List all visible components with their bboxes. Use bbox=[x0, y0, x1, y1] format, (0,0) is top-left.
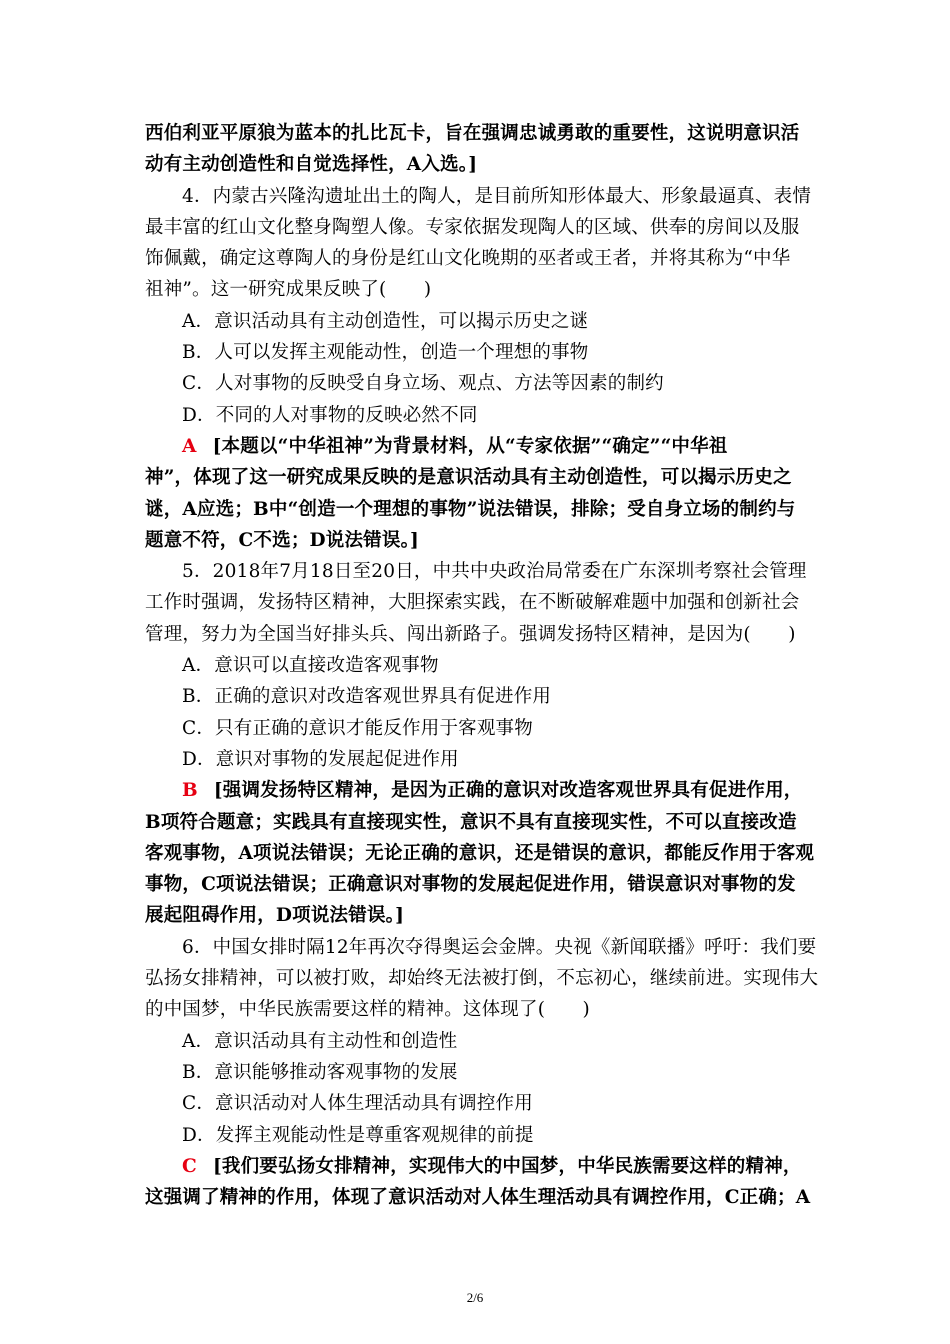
text-line bbox=[145, 1088, 809, 1119]
line-text: 祖神”。这一研究成果反映了( ) bbox=[145, 279, 432, 301]
text-line bbox=[145, 494, 809, 525]
answer-line bbox=[145, 431, 809, 462]
text-line bbox=[145, 306, 809, 337]
line-text: 题意不符，C不选；D说法错误。] bbox=[145, 529, 419, 551]
line-text: 展起阻碍作用，D项说法错误。] bbox=[145, 905, 405, 927]
line-text: B．人可以发挥主观能动性，创造一个理想的事物 bbox=[182, 342, 589, 364]
line-text: 动有主动创造性和自觉选择性，A入选。] bbox=[145, 154, 478, 176]
text-line bbox=[145, 681, 809, 712]
text-line bbox=[145, 619, 809, 650]
line-text: 管理，努力为全国当好排头兵、闯出新路子。强调发扬特区精神，是因为( ) bbox=[145, 623, 796, 645]
line-text: 5．2018年7月18日至20日，中共中央政治局常委在广东深圳考察社会管理 bbox=[182, 561, 807, 583]
line-text: A．意识活动具有主动创造性，可以揭示历史之谜 bbox=[182, 310, 589, 332]
text-line bbox=[145, 587, 809, 618]
page-number: 2/6 bbox=[466, 1290, 484, 1305]
answer-letter: B bbox=[182, 780, 198, 802]
line-text: 弘扬女排精神，可以被打败，却始终无法被打倒，不忘初心，继续前进。实现伟大 bbox=[145, 968, 819, 990]
text-line bbox=[145, 932, 817, 963]
text-line bbox=[145, 994, 809, 1025]
text-line bbox=[145, 337, 809, 368]
line-text: 最丰富的红山文化整身陶塑人像。专家依据发现陶人的区域、供奉的房间以及服 bbox=[145, 216, 800, 238]
text-line bbox=[145, 118, 809, 149]
text-line bbox=[145, 1120, 809, 1151]
text-line bbox=[145, 400, 809, 431]
answer-line bbox=[145, 775, 809, 806]
line-text: C．只有正确的意识才能反作用于客观事物 bbox=[182, 717, 533, 739]
line-text: [本题以“中华祖神”为背景材料，从“专家依据”“确定”“中华祖 bbox=[212, 435, 728, 457]
line-text: A．意识可以直接改造客观事物 bbox=[182, 655, 439, 677]
text-line bbox=[145, 869, 809, 900]
text-line bbox=[145, 1057, 809, 1088]
text-line bbox=[145, 963, 819, 994]
line-text: 饰佩戴，确定这尊陶人的身份是红山文化晚期的巫者或王者，并将其称为“中华 bbox=[145, 248, 791, 270]
line-text: 这强调了精神的作用，体现了意识活动对人体生理活动具有调控作用，C正确；A bbox=[145, 1187, 811, 1209]
line-text: 工作时强调，发扬特区精神，大胆探索实践，在不断破解难题中加强和创新社会 bbox=[145, 592, 800, 614]
line-text: D．发挥主观能动性是尊重客观规律的前提 bbox=[182, 1124, 534, 1146]
answer-letter: C bbox=[182, 1155, 197, 1177]
text-line bbox=[145, 243, 809, 274]
line-text: 事物，C项说法错误；正确意识对事物的发展起促进作用，错误意识对事物的发 bbox=[145, 874, 796, 896]
text-line bbox=[145, 1026, 809, 1057]
text-line bbox=[145, 525, 809, 556]
text-line bbox=[145, 838, 815, 869]
line-text: A．意识活动具有主动性和创造性 bbox=[182, 1030, 458, 1052]
text-line bbox=[145, 181, 812, 212]
line-text: [强调发扬特区精神，是因为正确的意识对改造客观世界具有促进作用， bbox=[213, 780, 803, 802]
answer-letter: A bbox=[182, 435, 197, 457]
text-line bbox=[145, 274, 809, 305]
text-line bbox=[145, 744, 809, 775]
line-text: 谜，A应选；B中“创造一个理想的事物”说法错误，排除；受自身立场的制约与 bbox=[145, 498, 796, 520]
line-text: D．意识对事物的发展起促进作用 bbox=[182, 748, 459, 770]
text-line bbox=[145, 650, 809, 681]
line-text: 4．内蒙古兴隆沟遗址出土的陶人，是目前所知形体最大、形象最逼真、表情 bbox=[182, 185, 812, 207]
line-text: 神”，体现了这一研究成果反映的是意识活动具有主动创造性，可以揭示历史之 bbox=[145, 467, 792, 489]
line-text: 的中国梦，中华民族需要这样的精神。这体现了( ) bbox=[145, 999, 590, 1021]
text-line bbox=[145, 713, 809, 744]
text-line bbox=[145, 900, 809, 931]
text-line bbox=[145, 1182, 809, 1213]
line-text: B项符合题意；实践具有直接现实性，意识不具有直接现实性，不可以直接改造 bbox=[145, 811, 797, 833]
text-line bbox=[145, 368, 809, 399]
document-body bbox=[145, 118, 819, 1213]
text-line bbox=[145, 212, 809, 243]
text-line bbox=[145, 556, 809, 587]
line-text: B．正确的意识对改造客观世界具有促进作用 bbox=[182, 686, 552, 708]
line-text: 6．中国女排时隔12年再次夺得奥运会金牌。央视《新闻联播》呼吁：我们要 bbox=[182, 936, 817, 958]
line-text: B．意识能够推动客观事物的发展 bbox=[182, 1061, 458, 1083]
answer-line bbox=[145, 1151, 809, 1182]
line-text: [我们要弘扬女排精神，实现伟大的中国梦，中华民族需要这样的精神， bbox=[212, 1155, 802, 1177]
line-text: 西伯利亚平原狼为蓝本的扎比瓦卡，旨在强调忠诚勇敢的重要性，这说明意识活 bbox=[145, 123, 800, 144]
text-line bbox=[145, 149, 809, 180]
line-text: C．意识活动对人体生理活动具有调控作用 bbox=[182, 1093, 533, 1115]
line-text: 客观事物，A项说法错误；无论正确的意识，还是错误的意识，都能反作用于客观 bbox=[145, 842, 815, 864]
line-text: C．人对事物的反映受自身立场、观点、方法等因素的制约 bbox=[182, 373, 664, 395]
text-line bbox=[145, 462, 809, 493]
text-line bbox=[145, 807, 809, 838]
line-text: D．不同的人对事物的反映必然不同 bbox=[182, 404, 478, 426]
